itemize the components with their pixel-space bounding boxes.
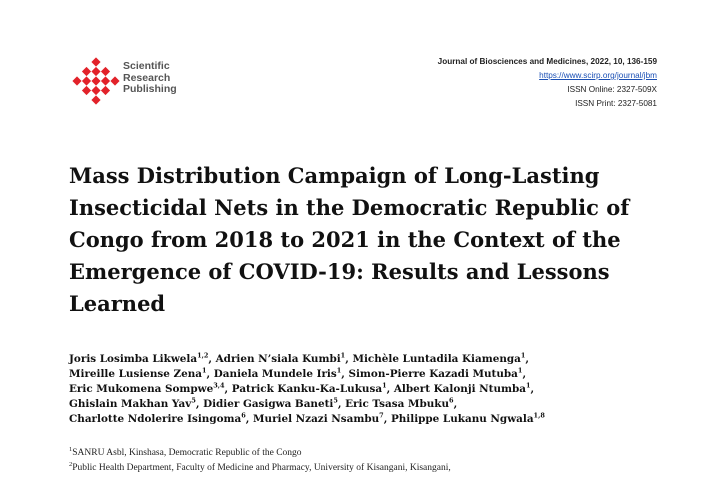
logo-diamond	[82, 76, 91, 85]
logo-diamond	[72, 76, 81, 85]
paper-title	[69, 160, 669, 320]
author-affil-sup: 1,8	[533, 411, 545, 420]
author-affil-sup: 1	[336, 366, 342, 375]
author-name: Ghislain Makhan Yav	[69, 398, 192, 410]
author-affil-sup: 1	[382, 381, 387, 390]
author-affil-sup: 5	[191, 396, 196, 405]
author-separator: ,	[530, 383, 535, 395]
author-name: , Simon-Pierre Kazadi Mutuba	[341, 368, 518, 380]
author-name: , Albert Kalonji Ntumba	[386, 383, 526, 395]
author-name: , Daniela Mundele Iris	[206, 368, 337, 380]
author-separator: ,	[453, 398, 458, 410]
title-line: Learned	[69, 291, 166, 316]
author-affil-sup: 1,2	[197, 351, 209, 360]
affiliation-text: SANRU Asbl, Kinshasa, Democratic Republic of the Congo	[72, 448, 302, 458]
logo-diamond	[101, 76, 110, 85]
author-name: , Michèle Luntadila Kiamenga	[345, 353, 521, 365]
logo-diamond	[82, 86, 91, 95]
author-name: Joris Losimba Likwela	[69, 353, 198, 365]
logo-diamond	[91, 67, 100, 76]
author-name: , Eric Tsasa Mbuku	[337, 398, 450, 410]
logo-diamond	[101, 67, 110, 76]
publisher-name-line3: Publishing	[123, 83, 177, 95]
affiliation-number: 2	[69, 460, 73, 468]
author-line	[69, 352, 669, 367]
logo-diamond	[91, 95, 100, 104]
author-affil-sup: 1	[517, 366, 523, 375]
logo-diamond	[91, 76, 100, 85]
author-name: Mireille Lusiense Zena	[69, 368, 202, 380]
author-affil-sup: 1	[202, 366, 207, 375]
title-line: Emergence of COVID-19: Results and Lessons	[69, 259, 610, 284]
author-affil-sup: 6	[449, 396, 454, 405]
journal-citation: Journal of Biosciences and Medicines, 2022, 10, 136-159	[437, 57, 657, 66]
publisher-name-line1: Scientific	[123, 60, 170, 72]
issn-print: ISSN Print: 2327-5081	[575, 99, 657, 108]
author-line	[69, 382, 669, 397]
author-affil-sup: 6	[241, 411, 246, 420]
author-affil-sup: 1	[526, 381, 531, 390]
title-line: Congo from 2018 to 2021 in the Context of the	[69, 227, 621, 252]
author-name: Eric Mukomena Sompwe	[69, 383, 214, 395]
author-list	[69, 352, 669, 427]
affiliation-list	[69, 446, 669, 476]
author-affil-sup: 1	[520, 351, 526, 360]
author-name: , Philippe Lukanu Ngwala	[383, 413, 534, 425]
author-affil-sup: 5	[333, 396, 338, 405]
logo-diamond	[110, 76, 119, 85]
author-line	[69, 367, 669, 382]
author-name: , Didier Gasigwa Baneti	[195, 398, 334, 410]
publisher-name	[123, 61, 177, 96]
author-affil-sup: 3,4	[213, 381, 225, 390]
author-affil-sup: 7	[379, 411, 384, 420]
author-separator: ,	[525, 353, 530, 365]
logo-diamond	[91, 86, 100, 95]
issn-online: ISSN Online: 2327-509X	[567, 85, 657, 94]
author-separator: ,	[522, 368, 527, 380]
journal-info	[438, 55, 657, 111]
logo-diamond	[101, 86, 110, 95]
affiliation-number: 1	[69, 445, 73, 453]
author-affil-sup: 1	[340, 351, 346, 360]
logo-diamond	[91, 57, 100, 66]
title-line: Mass Distribution Campaign of Long-Lasting	[69, 163, 600, 188]
author-name: Charlotte Ndolerire Isingoma	[69, 413, 242, 425]
affiliation-item	[69, 461, 669, 476]
author-name: , Patrick Kanku-Ka-Lukusa	[224, 383, 383, 395]
affiliation-text: Public Health Department, Faculty of Medicine and Pharmacy, University of Kisangani, Kisangani,	[72, 463, 451, 473]
author-line	[69, 412, 669, 427]
journal-url-link[interactable]: https://www.scirp.org/journal/jbm	[539, 71, 657, 80]
author-line	[69, 397, 669, 412]
logo-diamond	[82, 67, 91, 76]
affiliation-item	[69, 446, 669, 461]
author-name: , Muriel Nzazi Nsambu	[245, 413, 380, 425]
publisher-name-line2: Research	[123, 71, 171, 84]
publisher-logo[interactable]	[70, 54, 190, 110]
author-name: , Adrien N’siala Kumbi	[208, 353, 341, 365]
diamond-grid-logo-icon	[70, 54, 122, 106]
title-line: Insecticidal Nets in the Democratic Republic of	[69, 195, 630, 220]
